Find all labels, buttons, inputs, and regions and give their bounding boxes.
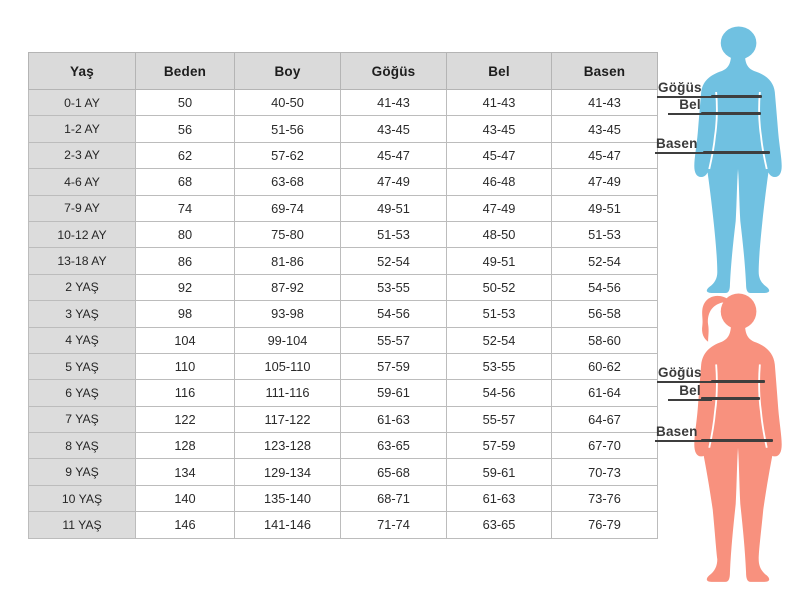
age-cell: 8 YAŞ [29,433,136,459]
age-cell: 10 YAŞ [29,485,136,511]
age-cell: 7 YAŞ [29,406,136,432]
header-row [29,53,658,90]
header-hip: Basen [552,53,658,90]
header-waist: Bel [447,53,552,90]
top-chest-label: Göğüs [657,81,713,98]
bottom-waist-line [701,397,760,400]
body [694,322,781,582]
header-age: Yaş [29,53,136,90]
measure-cell: 62 [136,142,235,168]
table-row [29,116,658,142]
table-row [29,353,658,379]
measure-cell: 73-76 [552,485,658,511]
age-cell: 2 YAŞ [29,274,136,300]
age-cell: 7-9 AY [29,195,136,221]
table-row [29,380,658,406]
measure-cell: 104 [136,327,235,353]
measure-cell: 54-56 [341,301,447,327]
top-hip-label: Basen [655,137,714,154]
measure-cell: 57-59 [341,353,447,379]
top-waist-label: Bel [668,98,712,115]
top-waist-line [701,112,761,115]
measure-cell: 92 [136,274,235,300]
measure-cell: 116 [136,380,235,406]
age-cell: 3 YAŞ [29,301,136,327]
measure-cell: 59-61 [447,459,552,485]
measure-cell: 105-110 [235,353,341,379]
measure-cell: 45-47 [552,142,658,168]
measure-cell: 68 [136,169,235,195]
measure-cell: 86 [136,248,235,274]
measure-cell: 134 [136,459,235,485]
table-row [29,274,658,300]
measure-cell: 93-98 [235,301,341,327]
measure-cell: 55-57 [341,327,447,353]
measure-cell: 59-61 [341,380,447,406]
table-row [29,90,658,116]
measure-cell: 69-74 [235,195,341,221]
measure-cell: 60-62 [552,353,658,379]
measure-cell: 50-52 [447,274,552,300]
measure-cell: 56-58 [552,301,658,327]
measure-cell: 67-70 [552,433,658,459]
bottom-chest-label: Göğüs [657,366,713,383]
measure-cell: 57-59 [447,433,552,459]
measure-cell: 87-92 [235,274,341,300]
measure-cell: 68-71 [341,485,447,511]
bottom-hip-label: Basen [655,425,714,442]
measure-cell: 111-116 [235,380,341,406]
header-chest: Göğüs [341,53,447,90]
measure-cell: 47-49 [447,195,552,221]
measure-cell: 128 [136,433,235,459]
measure-cell: 135-140 [235,485,341,511]
table-header [29,53,658,90]
measure-cell: 146 [136,512,235,538]
measure-cell: 51-53 [341,221,447,247]
measure-cell: 76-79 [552,512,658,538]
measure-cell: 52-54 [447,327,552,353]
measure-cell: 54-56 [552,274,658,300]
measure-cell: 43-45 [552,116,658,142]
bottom-hip-line [701,439,773,442]
measure-cell: 70-73 [552,459,658,485]
measure-cell: 47-49 [552,169,658,195]
child-silhouette-blue [692,26,784,294]
measure-cell: 110 [136,353,235,379]
top-hip-line [703,151,770,154]
measure-cell: 46-48 [447,169,552,195]
age-cell: 2-3 AY [29,142,136,168]
measure-cell: 52-54 [552,248,658,274]
table-row [29,248,658,274]
age-cell: 5 YAŞ [29,353,136,379]
measure-cell: 41-43 [341,90,447,116]
table-row [29,142,658,168]
table-row [29,433,658,459]
age-cell: 6 YAŞ [29,380,136,406]
measure-cell: 50 [136,90,235,116]
measure-cell: 81-86 [235,248,341,274]
measure-cell: 56 [136,116,235,142]
measure-cell: 43-45 [447,116,552,142]
measure-cell: 63-65 [447,512,552,538]
size-table-body [29,90,658,539]
measure-cell: 129-134 [235,459,341,485]
measure-cell: 63-65 [341,433,447,459]
measure-cell: 53-55 [447,353,552,379]
measure-cell: 65-68 [341,459,447,485]
measure-cell: 140 [136,485,235,511]
bottom-chest-line [711,380,765,383]
measure-cell: 61-63 [447,485,552,511]
measure-cell: 53-55 [341,274,447,300]
measure-cell: 47-49 [341,169,447,195]
table-row [29,195,658,221]
measure-cell: 71-74 [341,512,447,538]
age-cell: 10-12 AY [29,221,136,247]
header-size: Beden [136,53,235,90]
age-cell: 13-18 AY [29,248,136,274]
table-row [29,327,658,353]
measure-cell: 122 [136,406,235,432]
measure-cell: 51-53 [447,301,552,327]
measure-cell: 52-54 [341,248,447,274]
measure-cell: 61-64 [552,380,658,406]
measure-cell: 64-67 [552,406,658,432]
measure-cell: 58-60 [552,327,658,353]
measure-cell: 123-128 [235,433,341,459]
measure-cell: 51-53 [552,221,658,247]
age-cell: 9 YAŞ [29,459,136,485]
measure-cell: 45-47 [447,142,552,168]
age-cell: 1-2 AY [29,116,136,142]
measure-cell: 49-51 [341,195,447,221]
measure-cell: 117-122 [235,406,341,432]
measure-cell: 43-45 [341,116,447,142]
top-chest-line [711,95,762,98]
table-row [29,459,658,485]
measure-cell: 41-43 [447,90,552,116]
measure-cell: 41-43 [552,90,658,116]
header-height: Boy [235,53,341,90]
age-cell: 4-6 AY [29,169,136,195]
measure-cell: 55-57 [447,406,552,432]
table-row [29,512,658,538]
table-row [29,301,658,327]
measure-cell: 63-68 [235,169,341,195]
table-row [29,169,658,195]
measure-cell: 40-50 [235,90,341,116]
measure-cell: 98 [136,301,235,327]
measure-cell: 45-47 [341,142,447,168]
measure-cell: 61-63 [341,406,447,432]
measure-cell: 49-51 [552,195,658,221]
measure-cell: 54-56 [447,380,552,406]
measure-cell: 99-104 [235,327,341,353]
table-row [29,221,658,247]
measure-cell: 74 [136,195,235,221]
table-row [29,406,658,432]
measure-cell: 49-51 [447,248,552,274]
bottom-waist-label: Bel [668,384,712,401]
age-cell: 0-1 AY [29,90,136,116]
measure-cell: 48-50 [447,221,552,247]
table-row [29,485,658,511]
measure-cell: 51-56 [235,116,341,142]
measure-cell: 141-146 [235,512,341,538]
size-table [28,52,658,539]
age-cell: 4 YAŞ [29,327,136,353]
measure-cell: 57-62 [235,142,341,168]
measure-cell: 80 [136,221,235,247]
measure-cell: 75-80 [235,221,341,247]
age-cell: 11 YAŞ [29,512,136,538]
